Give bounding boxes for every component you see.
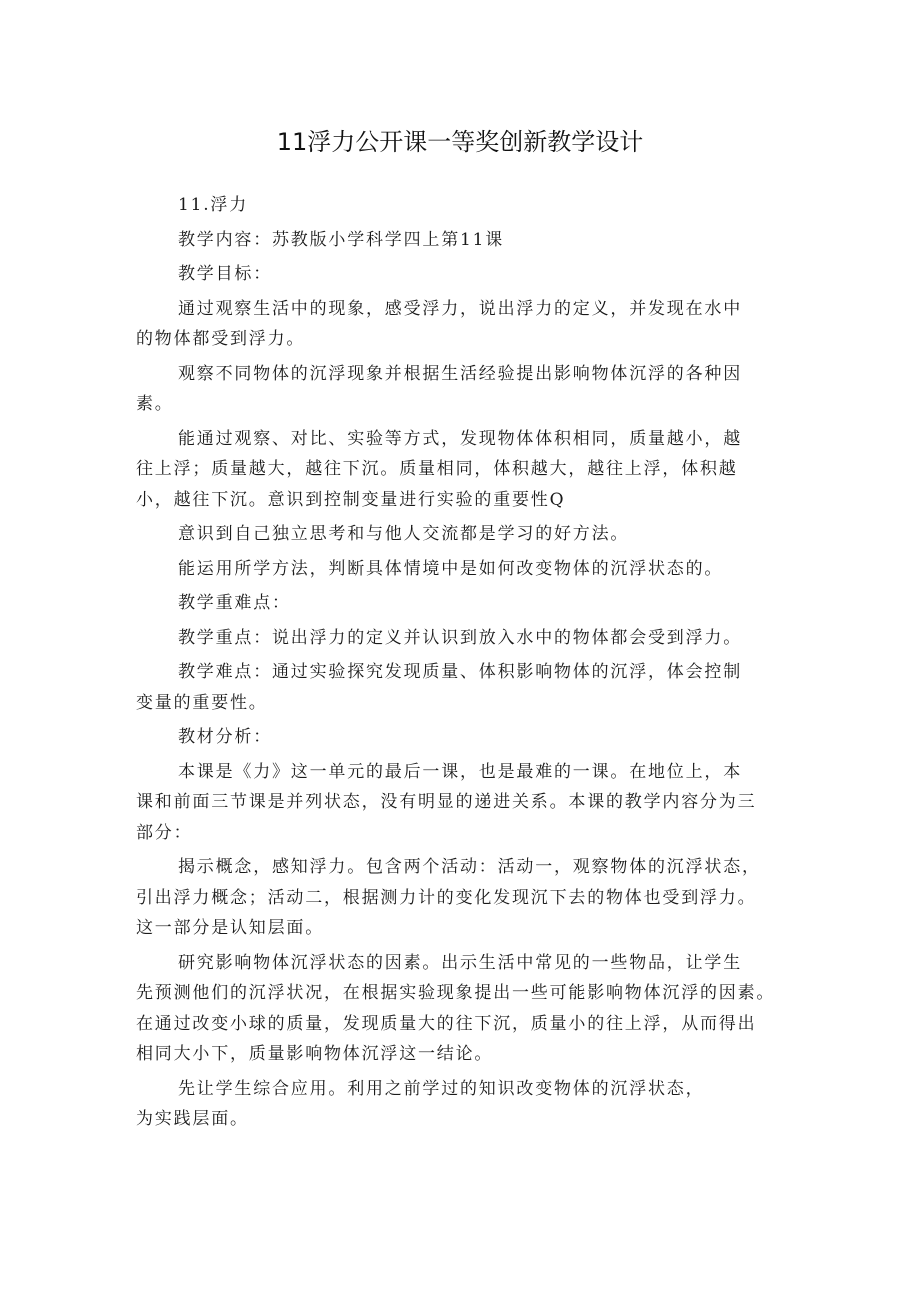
paragraph-line: 观察不同物体的沉浮现象并根据生活经验提出影响物体沉浮的各种因 [178,363,742,384]
paragraph-line: 11.浮力 [178,195,249,215]
paragraph [136,757,796,849]
paragraph-line: 教材分析： [178,727,272,747]
paragraph-line: 往上浮；质量越大，越往下沉。质量相同，体积越大，越往上浮，体积越 [136,459,738,479]
paragraph-line: 相同大小下，质量影响物体沉浮这一结论。 [136,1044,494,1064]
paragraph [136,1074,796,1135]
paragraph-line: 意识到自己独立思考和与他人交流都是学习的好方法。 [178,524,630,544]
paragraph-line: 这一部分是认知层面。 [136,918,324,938]
paragraph-line: 能运用所学方法，判断具体情境中是如何改变物体的沉浮状态的。 [178,558,724,579]
paragraph-line: 小，越往下沉。意识到控制变量进行实验的重要性Q [136,489,566,510]
paragraph [136,623,796,654]
document-title: 11浮力公开课一等奖创新教学设计 [276,128,644,156]
paragraph [136,554,796,585]
paragraph-line: 在通过改变小球的质量，发现质量大的往下沉，质量小的往上浮，从而得出 [136,1013,757,1034]
paragraph-line: 教学重点：说出浮力的定义并认识到放入水中的物体都会受到浮力。 [178,627,742,648]
paragraph-line: 课和前面三节课是并列状态，没有明显的递进关系。本课的教学内容分为三 [136,792,757,812]
paragraph-line: 通过观察生活中的现象，感受浮力，说出浮力的定义，并发现在水中 [178,298,742,319]
paragraph [136,294,796,355]
paragraph-line: 变量的重要性。 [136,692,268,713]
paragraph-line: 本课是《力》这一单元的最后一课，也是最难的一课。在地位上，本 [178,761,742,782]
paragraph-line: 能通过观察、对比、实验等方式，发现物体体积相同，质量越小，越 [178,428,742,449]
paragraph-line: 引出浮力概念；活动二，根据测力计的变化发现沉下去的物体也受到浮力。 [136,887,757,908]
paragraph-line: 先让学生综合应用。利用之前学过的知识改变物体的沉浮状态， [178,1078,705,1099]
paragraph-line: 揭示概念，感知浮力。包含两个活动：活动一，观察物体的沉浮状态， [178,857,761,877]
paragraph [136,519,796,550]
paragraph-line: 教学内容：苏教版小学科学四上第11课 [178,229,505,250]
paragraph [136,424,796,516]
paragraph [136,722,796,753]
paragraph [136,190,796,221]
paragraph-line: 研究影响物体沉浮状态的因素。出示生活中常见的一些物品，让学生 [178,952,742,973]
document-body [136,190,796,1139]
paragraph [136,588,796,619]
paragraph-line: 的物体都受到浮力。 [136,329,306,349]
paragraph-line: 部分： [136,822,193,843]
paragraph-line: 教学难点：通过实验探究发现质量、体积影响物体的沉浮，体会控制 [178,662,742,682]
paragraph [136,359,796,420]
paragraph-line: 为实践层面。 [136,1109,249,1129]
paragraph-line: 素。 [136,394,174,414]
paragraph [136,852,796,944]
paragraph-line: 教学重难点： [178,593,291,613]
paragraph [136,259,796,290]
paragraph [136,948,796,1070]
paragraph-line: 先预测他们的沉浮状况，在根据实验现象提出一些可能影响物体沉浮的因素。 [136,983,776,1003]
paragraph-line: 教学目标： [178,264,272,284]
paragraph [136,657,796,718]
paragraph [136,225,796,256]
